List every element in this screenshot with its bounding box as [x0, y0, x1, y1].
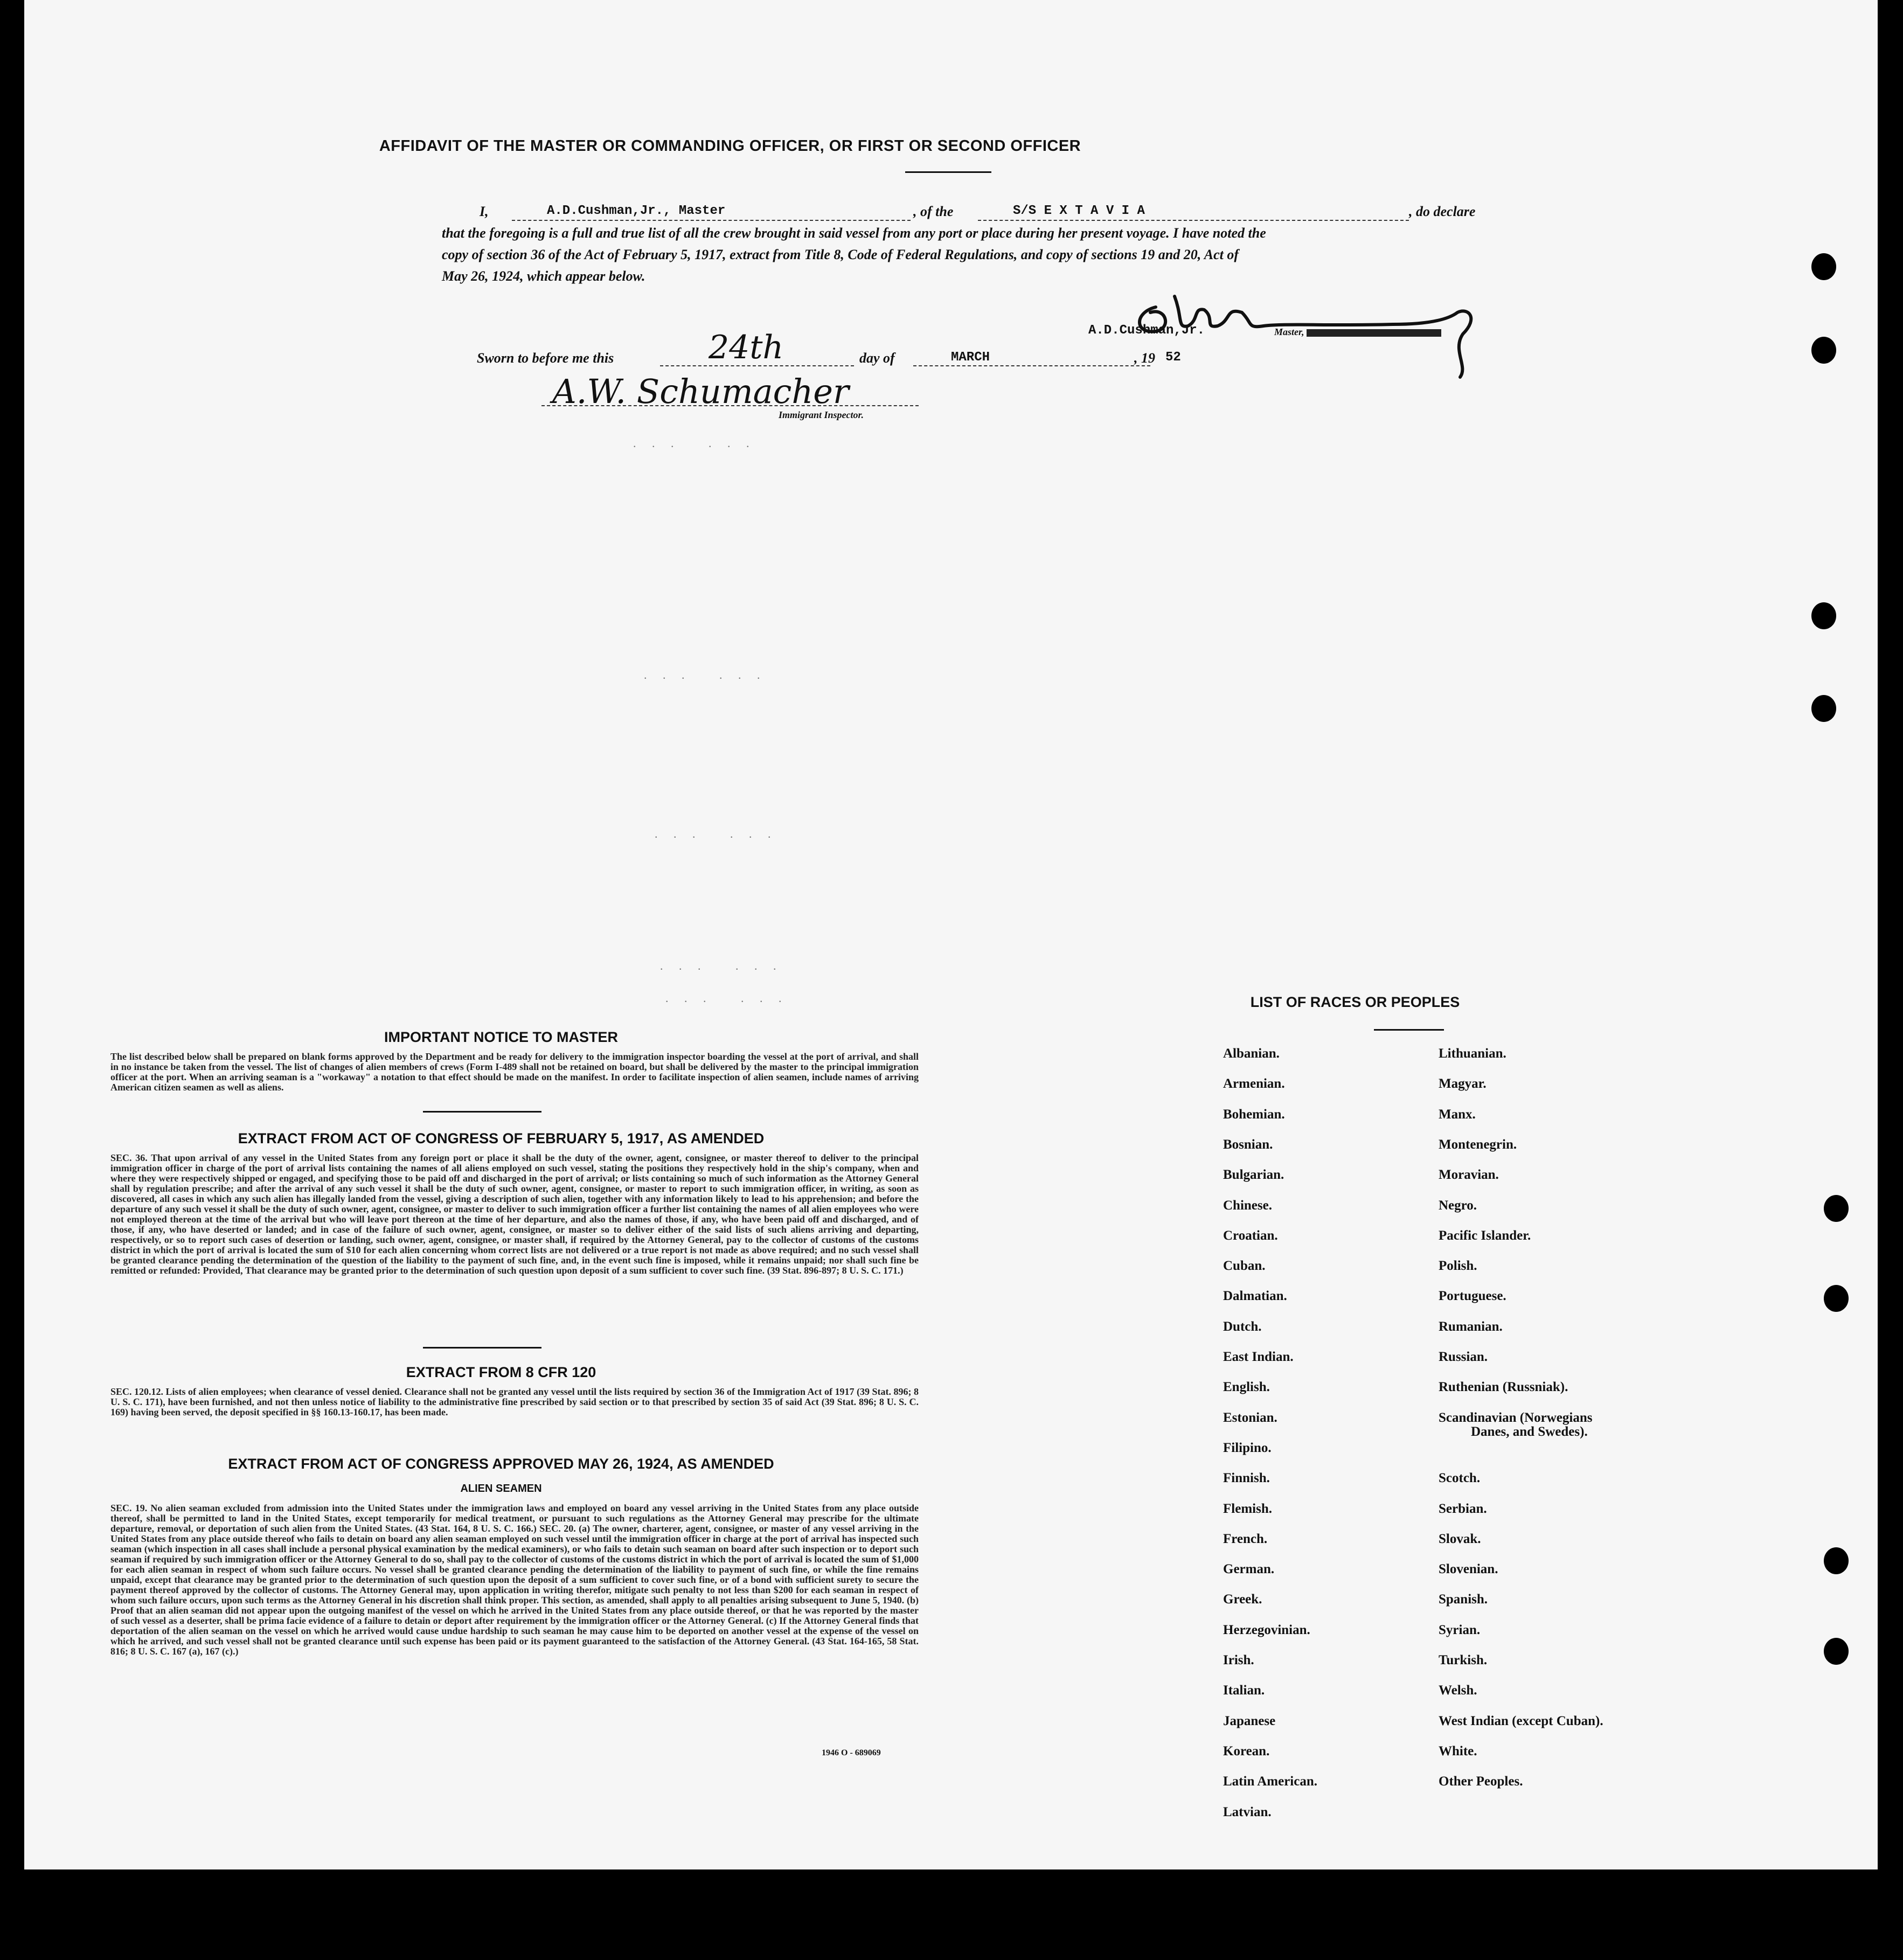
master-label: [1274, 326, 1441, 338]
i-label: I,: [480, 204, 489, 219]
race-item: Croatian.: [1223, 1228, 1278, 1243]
race-item: English.: [1223, 1380, 1270, 1395]
race-item: Russian.: [1439, 1350, 1488, 1364]
race-item: Scandinavian (Norwegians: [1439, 1410, 1593, 1425]
vessel-line: [978, 220, 1409, 221]
race-item: Magyar.: [1439, 1076, 1487, 1092]
punch-hole: [1811, 253, 1836, 280]
affidavit-body-line2: copy of section 36 of the Act of February 5, 1917, extract from Title 8, Code of Federal Regulations, and copy of sections 19 and 20, Act of: [442, 247, 1239, 262]
race-item: Slovak.: [1439, 1531, 1481, 1546]
do-declare-label: , do declare: [1409, 204, 1476, 219]
vessel-name: S/S E X T A V I A: [1013, 204, 1145, 218]
race-item: West Indian (except Cuban).: [1439, 1713, 1603, 1728]
race-item: Negro.: [1439, 1198, 1477, 1213]
sworn-month: MARCH: [951, 350, 990, 365]
document-page: [24, 0, 1878, 1869]
year-prefix: , 19: [1134, 350, 1155, 366]
race-item: Korean.: [1223, 1743, 1270, 1759]
races-divider: [1374, 1029, 1444, 1031]
dot-artifacts: . . . . . .: [644, 668, 767, 682]
race-item: Latvian.: [1223, 1804, 1272, 1819]
title-divider: [905, 171, 991, 173]
month-line: [913, 365, 1150, 366]
dot-artifacts: . . . . . .: [665, 991, 788, 1005]
race-item: Greek.: [1223, 1592, 1262, 1607]
sworn-year: 52: [1165, 350, 1181, 365]
affidavit-body-line3: May 26, 1924, which appear below.: [442, 268, 645, 284]
race-item: Portuguese.: [1439, 1289, 1506, 1304]
punch-hole: [1811, 337, 1836, 364]
race-item: Danes, and Swedes).: [1471, 1424, 1588, 1439]
race-item: Other Peoples.: [1439, 1774, 1523, 1789]
notice-text: The list described below shall be prepared on blank forms approved by the Department and be ready for delivery to the immigration inspector boarding the vessel at the port of arrival, and shall in no instance be taken from the vessel. The list of changes of alien members of crews (Form I-489 shall not be retained on board, but shall be delivered by the master to the principal immigration officer at the port. When an arriving seaman is a "workaway" a notation to that effect should be made on the manifest. In order to facilitate inspection of alien seamen, include names of arriving American citizen seamen as well as aliens.: [110, 1051, 919, 1093]
races-title: LIST OF RACES OR PEOPLES: [1250, 994, 1460, 1010]
race-item: French.: [1223, 1531, 1268, 1546]
race-item: Slovenian.: [1439, 1562, 1498, 1577]
of-the-label: , of the: [913, 204, 954, 219]
race-item: Filipino.: [1223, 1440, 1272, 1455]
typed-master-name: A.D.Cushman,Jr.: [1088, 323, 1205, 338]
extract-1917-divider: [423, 1347, 541, 1349]
race-item: Bulgarian.: [1223, 1167, 1284, 1183]
race-item: Moravian.: [1439, 1167, 1499, 1183]
punch-hole: [1824, 1195, 1849, 1222]
race-item: Irish.: [1223, 1653, 1254, 1667]
dot-artifacts: . . . . . .: [655, 827, 777, 840]
notice-heading: IMPORTANT NOTICE TO MASTER: [384, 1029, 618, 1045]
race-item: Japanese: [1223, 1713, 1276, 1728]
extract-1917-heading: EXTRACT FROM ACT OF CONGRESS OF FEBRUARY 5, 1917, AS AMENDED: [238, 1130, 765, 1146]
race-item: East Indian.: [1223, 1350, 1294, 1364]
cfr-heading: EXTRACT FROM 8 CFR 120: [406, 1364, 596, 1380]
punch-hole: [1811, 695, 1836, 722]
race-item: Flemish.: [1223, 1501, 1272, 1516]
race-item: Lithuanian.: [1439, 1046, 1506, 1061]
race-item: Italian.: [1223, 1683, 1265, 1698]
race-item: Welsh.: [1439, 1683, 1477, 1698]
race-item: Albanian.: [1223, 1046, 1280, 1061]
day-of-label: day of: [859, 350, 895, 366]
sworn-day: 24th: [709, 329, 784, 366]
race-item: Turkish.: [1439, 1653, 1488, 1667]
extract-1924-heading: EXTRACT FROM ACT OF CONGRESS APPROVED MAY 26, 1924, AS AMENDED: [228, 1456, 774, 1472]
race-item: Montenegrin.: [1439, 1137, 1517, 1152]
punch-hole: [1824, 1638, 1849, 1665]
affidavit-title: AFFIDAVIT OF THE MASTER OR COMMANDING OFFICER, OR FIRST OR SECOND OFFICER: [379, 137, 1081, 155]
race-item: Scotch.: [1439, 1471, 1481, 1486]
extract-1924-text: SEC. 19. No alien seaman excluded from admission into the United States under the immigration laws and employed on board any vessel arriving in the United States from any place outside thereof, shall be permitted to land in the United States, except temporarily for medical treatment, or pursuant to such regulations as the Attorney General may prescribe for the ultimate departure, removal, or deportation of such alien from the United States. (43 Stat. 164, 8 U. S. C. 166.) SEC. 20. (a) The owner, charterer, agent, consignee, or master of any vessel arriving in the United States from any place outside thereof who fails to detain on board any alien seaman employed on such vessel until the immigration officer in charge at the port of arrival has inspected such seaman (which inspection in all cases shall include a personal physical examination by the medical examiners), or who fails to detain such seaman on board after such inspection or to deport such seaman if required by such immigration officer or the Attorney General to do so, shall pay to the collector of customs of the customs district in which the port of arrival is located the sum of $1,000 for each alien seaman in respect of whom such failure occurs. No vessel shall be granted clearance pending the determination of the liability to payment of such fine, or while the fine remains unpaid, except that clearance may be granted prior to the determination of such question upon the deposit of a sum sufficient to cover such fine, or of a bond with sufficient surety to secure the payment thereof approved by the collector of customs. The Attorney General may, upon application in writing therefor, mitigate such penalty to not less than $200 for each seaman in respect of whom such failure occurs, upon such terms as the Attorney General in his discretion shall think proper. This section, as amended, shall apply to all penalties arising subsequent to June 5, 1940. (b) Proof that an alien seaman did not appear upon the outgoing manifest of the vessel on which he arrived in the United States from any place outside thereof, or that he was reported by the master of such vessel as a deserter, shall be prima facie evidence of a failure to detain or deport after requirement by the immigration officer or the Attorney General. (c) If the Attorney General finds that deportation of the alien seaman on the vessel on which he arrived would cause undue hardship to such seaman he may cause him to be deported on another vessel at the expense of the vessel on which he arrived, and such vessel shall not be granted clearance until such expense has been paid or its payment guaranteed to the satisfaction of the Attorney General. (43 Stat. 164-165, 58 Stat. 816; 8 U. S. C. 167 (a), 167 (c).): [110, 1503, 919, 1657]
inspector-line: [541, 405, 919, 406]
master-label-text: Master,: [1274, 326, 1304, 337]
dot-artifacts: . . . . . .: [633, 436, 756, 450]
race-item: Serbian.: [1439, 1501, 1487, 1516]
race-item: Syrian.: [1439, 1622, 1481, 1637]
race-item: Polish.: [1439, 1259, 1477, 1274]
cfr-text: SEC. 120.12. Lists of alien employees; when clearance of vessel denied. Clearance shall not be granted any vessel until the lists required by section 36 of the Immigration Act of 1917 (39 Stat. 896; 8 U. S. C. 171), have been furnished, and not then unless notice of liability to the administrative fine prescribed by said section or to that prescribed by section 35 of said Act (39 Stat. 896; 8 U. S. C. 169) having been served, the deposit specified in §§ 160.13-160.17, has been made.: [110, 1386, 919, 1417]
race-item: Bohemian.: [1223, 1107, 1285, 1122]
race-item: Herzegovinian.: [1223, 1622, 1310, 1637]
race-item: Chinese.: [1223, 1198, 1272, 1213]
punch-hole: [1824, 1547, 1849, 1574]
notice-divider: [423, 1111, 541, 1113]
race-item: Armenian.: [1223, 1076, 1285, 1092]
race-item: Rumanian.: [1439, 1319, 1503, 1334]
race-item: Latin American.: [1223, 1774, 1317, 1789]
extract-1917-text: SEC. 36. That upon arrival of any vessel in the United States from any foreign port or place it shall be the duty of the owner, agent, consignee, or master thereof to deliver to the principal immigration officer in charge of the port of arrival lists containing the names of all aliens employed on such vessel, stating the positions they respectively hold in the ship's company, when and where they were respectively shipped or engaged, and specifying those to be paid off and discharged in the port of arrival; or lists containing so much of such information as the Attorney General shall by regulation prescribe; and after the arrival of any such vessel it shall be the duty of such owner, agent, consignee, or master to report to such immigration officer, in writing, as soon as discovered, all cases in which any such alien has illegally landed from the vessel, giving a description of such alien, together with any information likely to lead to his apprehension; and before the departure of any such vessel it shall be the duty of such owner, agent, consignee, or master to deliver to such immigration officer a further list containing the names of all alien employees who were not employed thereon at the time of the arrival but who will leave port thereon at the time of her departure, and also the names of those, if any, who have been paid off and discharged, and of those, if any, who have deserted or landed; and in case of the failure of such owner, agent, consignee, or master so to deliver either of the said lists of such aliens arriving and departing, respectively, or so to report such cases of desertion or landing, such owner, agent, consignee, or master shall, if required by the Attorney General, pay to the collector of customs of the customs district in which the port of arrival is located the sum of $10 for each alien concerning whom correct lists are not delivered or a true report is not made as above required; and no such vessel shall be granted clearance pending the determination of the question of the liability to the payment of such fine, and, in the event such fine is imposed, while it remains unpaid; nor shall such fine be remitted or refunded: Provided, That clearance may be granted prior to the determination of such question upon deposit of a sum sufficient to cover such fine. (39 Stat. 896-897; 8 U. S. C. 171.): [110, 1152, 919, 1276]
inspector-label: Immigrant Inspector.: [779, 409, 864, 420]
dot-artifacts: . . . . . .: [660, 959, 783, 972]
race-item: Spanish.: [1439, 1592, 1488, 1607]
sworn-label: Sworn to before me this: [477, 350, 614, 366]
race-item: White.: [1439, 1743, 1477, 1759]
race-item: Finnish.: [1223, 1471, 1270, 1486]
race-item: Manx.: [1439, 1107, 1476, 1122]
race-item: Bosnian.: [1223, 1137, 1273, 1152]
master-name: A.D.Cushman,Jr., Master: [547, 204, 726, 218]
punch-hole: [1824, 1285, 1849, 1312]
race-item: Ruthenian (Russniak).: [1439, 1380, 1568, 1395]
race-item: Dalmatian.: [1223, 1289, 1287, 1304]
race-item: Pacific Islander.: [1439, 1228, 1531, 1243]
print-code: 1946 O - 689069: [822, 1748, 881, 1757]
alien-seamen-subheading: ALIEN SEAMEN: [460, 1483, 542, 1495]
race-item: Cuban.: [1223, 1259, 1266, 1274]
race-item: Estonian.: [1223, 1410, 1277, 1425]
race-item: Dutch.: [1223, 1319, 1262, 1334]
affidavit-body-line1: that the foregoing is a full and true list of all the crew brought in said vessel from any port or place during her present voyage. I have noted the: [442, 225, 1266, 241]
struck-out-text: [1307, 329, 1441, 337]
race-item: German.: [1223, 1562, 1275, 1577]
inspector-signature: A.W. Schumacher: [552, 372, 849, 411]
master-name-line: [512, 220, 911, 221]
punch-hole: [1811, 602, 1836, 629]
